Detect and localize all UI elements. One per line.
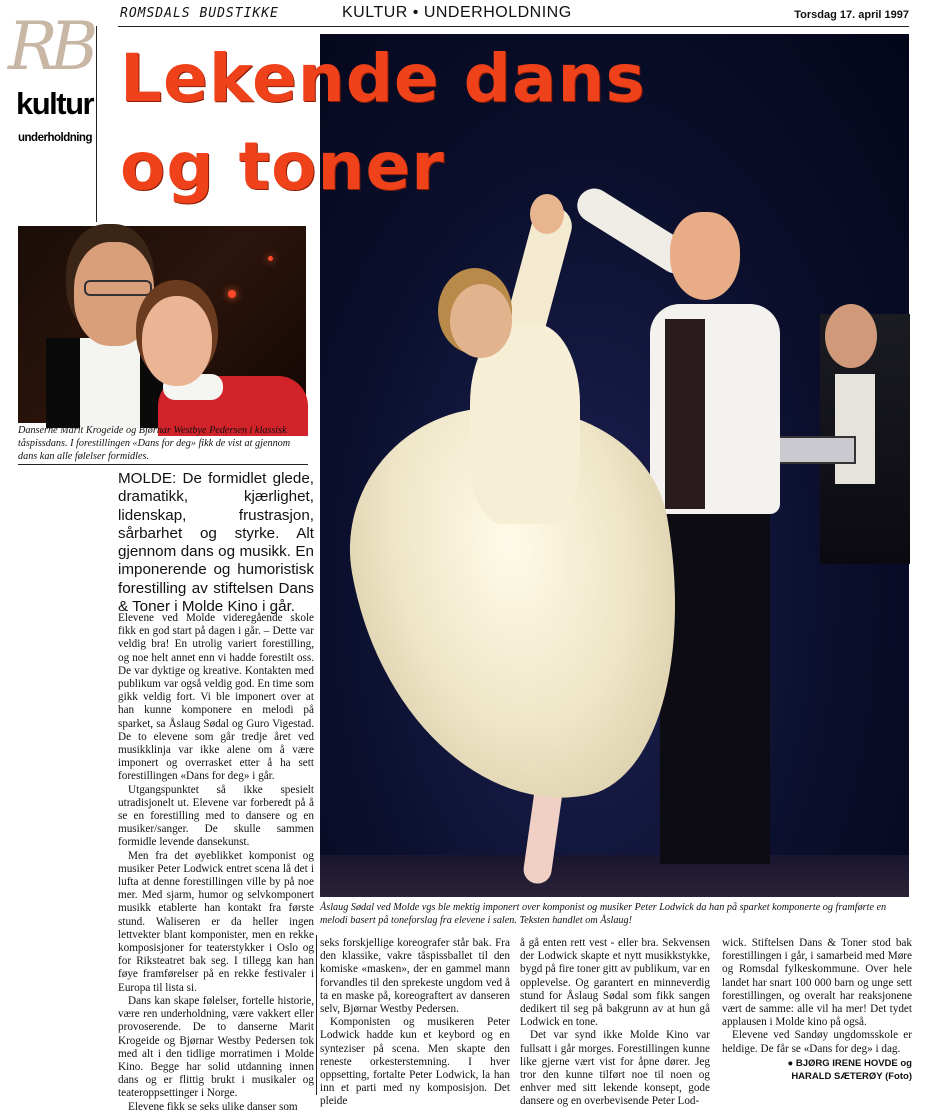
logo-underholdning-label: underholdning — [18, 132, 92, 144]
paragraph: seks forskjellige koreografer står bak. Fra den klassike, vakre tåspissballet til den komiske «masken», der en gammel mann forvandles til den sprekeste ungdom ved å ta en maske på, koreograftert av danseren selv, Bjørnar Westby Pedersen. — [320, 937, 510, 1016]
man-shirt — [80, 338, 140, 428]
musician-head — [825, 304, 877, 368]
article-column-4 — [722, 937, 912, 1095]
male-dancer-vest — [665, 319, 705, 509]
paragraph: Elevene ved Sandøy ungdomsskole er heldige. De får se «Dans for deg» i dag. — [722, 1029, 912, 1055]
paragraph: Komponisten og musikeren Peter Lodwick hadde kun et keybord og en synteziser på scena. Men skapte den reneste orkesterstemning. I hver oppsetting, fortalte Peter Lodwick, la han inn et parti med ny komposisjon. Det pleide — [320, 1016, 510, 1108]
paragraph: wick. Stiftelsen Dans & Toner stod bak forestillingen i går, i samarbeid med Møre og Romsdal fylkeskommune. Over hele landet har snart 100 000 barn og unge sett forestillingen, og overalt har reaksjonene vært de samme: alle vil ha mer! Det tydet applausen i Molde kino på også. — [722, 937, 912, 1029]
newspaper-name: ROMSDALS BUDSTIKKE — [120, 6, 279, 21]
joined-hands — [530, 194, 564, 234]
glasses-icon — [84, 280, 152, 296]
main-photo-caption: Åslaug Sødal ved Molde vgs ble mektig imponert over komponist og musiker Peter Lodwick da han på sparket komponerte og framførte en melodi basert på toneforslag fra elevene i salen. Teksten handlet om Åslaug! — [320, 902, 887, 926]
musician-shirt — [835, 374, 875, 484]
male-dancer-legs — [660, 504, 770, 864]
paragraph: Dans kan skape følelser, fortelle historie, være ren underholdning, være vakkert eller provoserende. De to danserne Marit Krogeide og Bjørnar Westby Pedersen tok med alt i den tidlige morratimen i Molde Kino. Begge har solid utdanning innen dans og er flittig brukt i musikaler og teateroppsettinger i Norge. — [118, 994, 314, 1100]
rb-monogram-icon: RB — [8, 8, 91, 85]
headline-line-2: og toner — [120, 128, 445, 205]
paragraph: Elevene fikk se seks ulike danser som — [128, 1100, 298, 1113]
header-rule — [118, 26, 909, 27]
issue-date: Torsdag 17. april 1997 — [794, 9, 909, 21]
article-column-1 — [118, 612, 314, 1113]
small-photo-caption: Danserne Marit Krogeide og Bjørnar Westbye Pedersen i klassisk tåspissdans. I forestillingen «Dans for deg» fikk de vist at gjennom dans kan alle følelser formidles. — [18, 425, 291, 462]
article-column-3 — [520, 937, 710, 1108]
byline-photographer: HARALD SÆTERØY (Foto) — [791, 1070, 912, 1082]
logo-kultur-label: kultur — [16, 86, 94, 121]
headline-line-1: Lekende dans — [120, 40, 646, 117]
female-dancer-head — [450, 284, 512, 358]
woman-head — [142, 296, 212, 386]
paragraph: Det var synd ikke Molde Kino var fullsatt i går morges. Forestillingen kunne like gjerne vært vist for åpne dører. Jeg tror den kunne tilført noe til noen og enhver med sitt lekende konsept, gode dansere og en overbevisende Peter Lod- — [520, 1029, 710, 1108]
article-lead: MOLDE: De formidlet glede, dramatikk, kjærlighet, lidenskap, frustrasjon, sårbarhet og styrke. Alt gjennom dans og musikk. En imponerende og humoristisk forestilling av stiftelsen Dans & Toner i Molde Kino i går. — [118, 470, 314, 616]
byline-author: ● BJØRG IRENE HOVDE og — [787, 1057, 912, 1069]
stage-floor — [320, 855, 909, 897]
stage-light — [228, 290, 236, 298]
paragraph: Men fra det øyeblikket komponist og musiker Peter Lodwick entret scena lå det i lufta at denne forestillingen ville by på noe mer. Med sjarm, humor og selvkomponert musikk etablerte han kontakt fra første stund. Waliseren er da heller ingen lettvekter blant komponister, men en rekke komposisjoner for teaterstykker i Oslo og for Riksteatret bak seg. I tillegg kan han føye framførelser på en rekke festivaler i Europa til lista si. — [118, 849, 314, 994]
column-rule — [316, 935, 317, 1095]
paragraph: å gå enten rett vest - eller bra. Sekvensen der Lodwick skapte et nytt musikkstykke, bygd på fire toner gitt av publikum, var en opplevelse. Og garantert en minneverdig stund for Åslaug Sødal som fikk sangen dedikert til seg på bakgrunn av at hun gå Lodwick en tone. — [520, 937, 710, 1029]
dancers-portrait-photo — [18, 226, 306, 423]
article-column-2 — [320, 937, 510, 1108]
keyboard-instrument — [772, 436, 856, 464]
male-dancer-head — [670, 212, 740, 300]
caption-rule — [18, 464, 308, 465]
paragraph: Utgangspunktet så ikke spesielt utradisjonelt ut. Elevene var forberedt på å se en forestilling med to dansere og en musiker/sanger. De skulle sammen formidle levende dansekunst. — [118, 783, 314, 849]
section-title: KULTUR • UNDERHOLDNING — [342, 4, 572, 21]
paragraph: Elevene ved Molde videregående skole fikk en god start på dagen i går. – Dette var veldig bra! En utrolig variert forestilling, og noe helt annet enn vi hadde forestilt oss. De var dyktige og kreative. Kontakten med publikum var også veldig god. En time som gikk veldig fort. Vi ble imponert over at han kunne komponere en melodi på sparket, sa Åslaug Sødal og Guro Vigestad. De to elevene som går tredje året ved musikklinja var ikke alene om å være imponert og overrasket etter å ha sett forestillingen «Dans for deg» i går. — [118, 612, 314, 783]
section-logo — [6, 8, 106, 158]
stage-light — [268, 256, 273, 261]
